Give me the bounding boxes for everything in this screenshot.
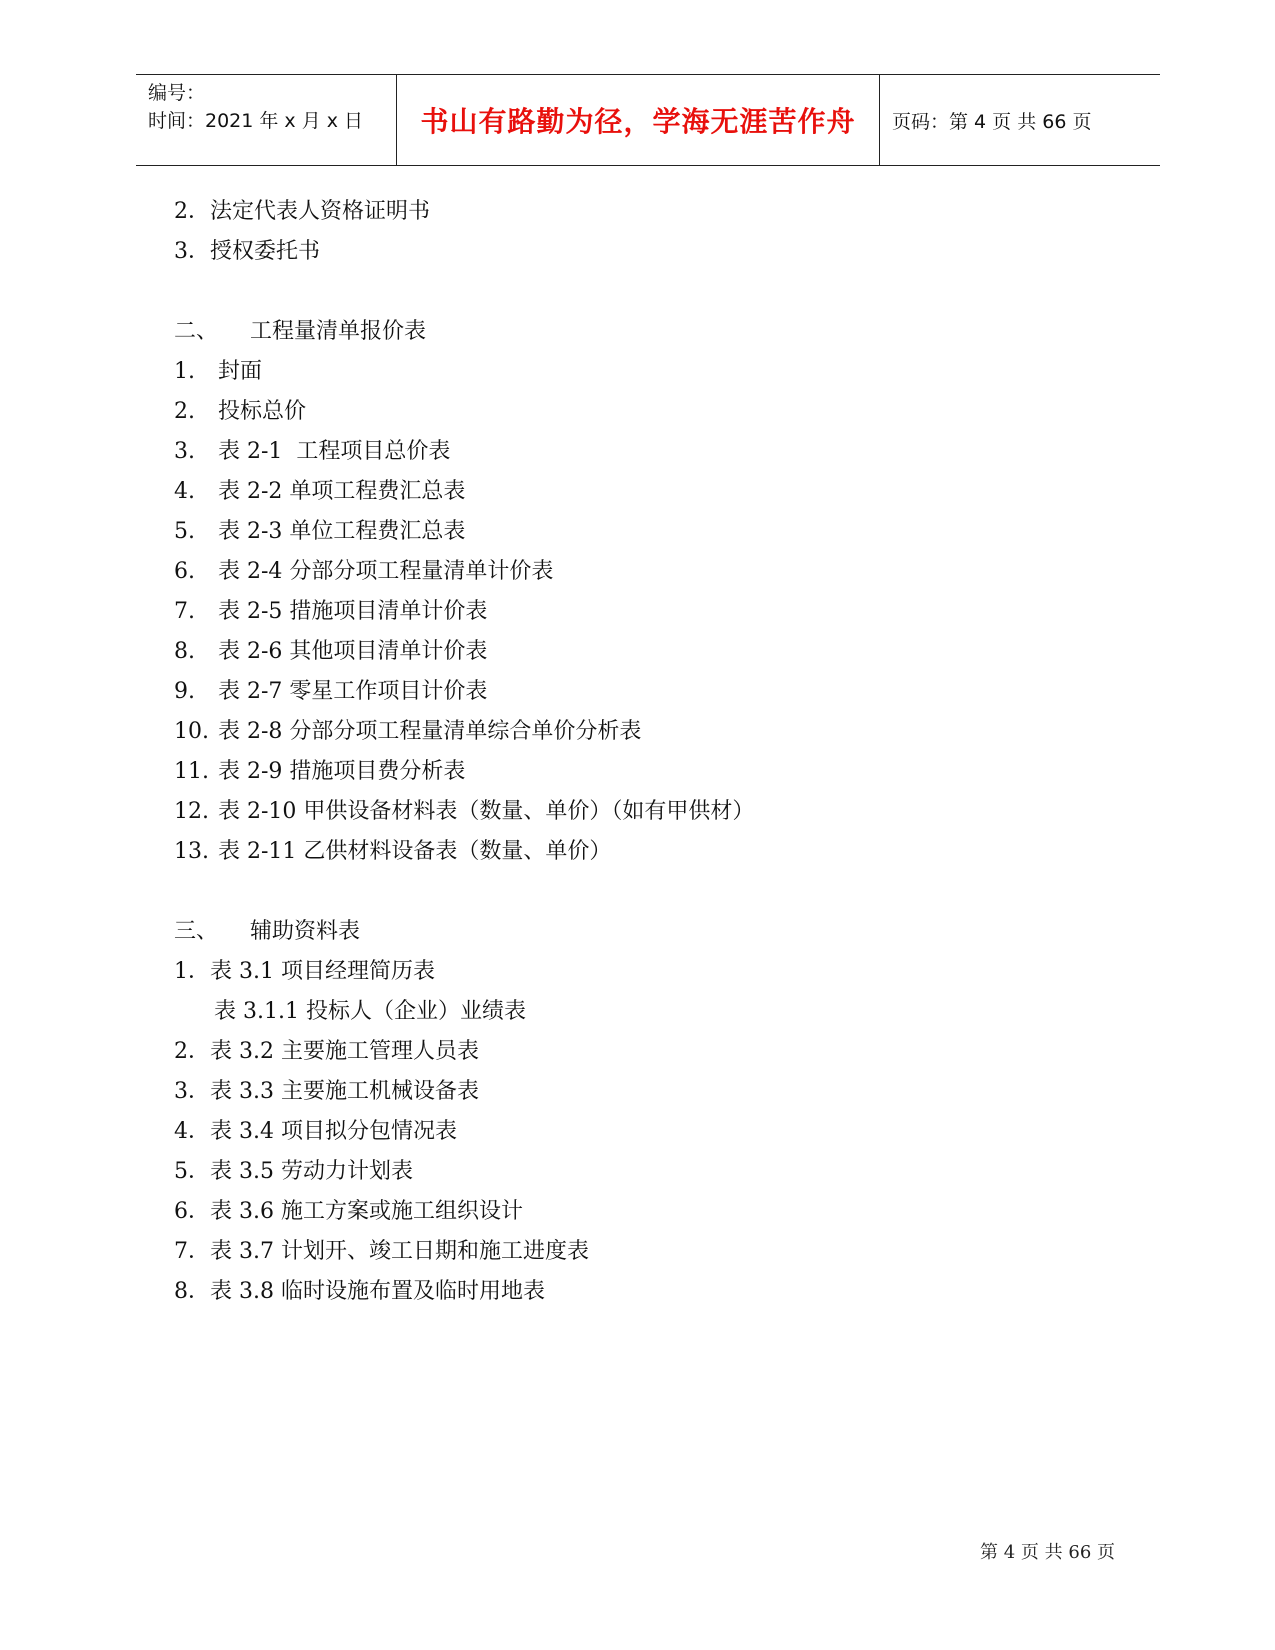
- item-number: 9.: [174, 679, 195, 704]
- header-left-cell: [136, 75, 397, 165]
- item-text: 表 2-3 单位工程费汇总表: [218, 519, 466, 544]
- section-number: 三、: [174, 919, 219, 944]
- section-title: 辅助资料表: [250, 919, 361, 944]
- item-text: 表 2-6 其他项目清单计价表: [218, 639, 488, 664]
- item-number: 5.: [174, 519, 195, 544]
- item-text: 表 2-2 单项工程费汇总表: [218, 479, 466, 504]
- footer-page-number: 第 4 页 共 66 页: [980, 1542, 1115, 1563]
- list-item: 8．表 3.8 临时设施布置及临时用地表: [174, 1279, 545, 1304]
- list-item: 4．表 3.4 项目拟分包情况表: [174, 1119, 457, 1144]
- list-item: [174, 712, 1134, 752]
- list-item: [174, 632, 1134, 672]
- item-number: 7.: [174, 599, 195, 624]
- item-text: 表 2-9 措施项目费分析表: [218, 759, 466, 784]
- item-number: 3.: [174, 439, 195, 464]
- item-text: 表 2-4 分部分项工程量清单计价表: [218, 559, 554, 584]
- item-number: 8.: [174, 639, 195, 664]
- page-header: [136, 74, 1160, 166]
- item-number: 12.: [174, 799, 209, 824]
- item-text: 封面: [218, 359, 263, 384]
- list-item: 2．法定代表人资格证明书: [174, 199, 430, 224]
- item-text: 投标总价: [218, 399, 307, 424]
- list-item: [174, 752, 1134, 792]
- time-label: 时间：2021 年 x 月 x 日: [148, 110, 364, 132]
- item-text: 表 2-8 分部分项工程量清单综合单价分析表: [218, 719, 642, 744]
- item-text: 表 2-1 工程项目总价表: [218, 439, 451, 464]
- item-text: 表 2-7 零星工作项目计价表: [218, 679, 488, 704]
- item-text: 表 2-10 甲供设备材料表（数量、单价）（如有甲供材）: [218, 799, 755, 824]
- item-number: 6.: [174, 559, 195, 584]
- number-label: 编号：: [148, 82, 206, 104]
- motto: 书山有路勤为径，学海无涯苦作舟: [420, 105, 856, 138]
- section-title: 工程量清单报价表: [250, 319, 427, 344]
- item-number: 4.: [174, 479, 195, 504]
- item-number: 2.: [174, 399, 195, 424]
- section-heading: [174, 912, 1134, 952]
- list-item: [174, 392, 1134, 432]
- section-heading: [174, 312, 1134, 352]
- list-item: [174, 432, 1134, 472]
- list-item: 7．表 3.7 计划开、竣工日期和施工进度表: [174, 1239, 589, 1264]
- list-item: 5．表 3.5 劳动力计划表: [174, 1159, 413, 1184]
- list-item: 3．授权委托书: [174, 239, 320, 264]
- list-item: [174, 792, 1134, 832]
- list-item: [174, 472, 1134, 512]
- list-item: [174, 832, 1134, 872]
- item-number: 1.: [174, 359, 195, 384]
- list-item: [174, 592, 1134, 632]
- page-info: 页码：第 4 页 共 66 页: [892, 110, 1092, 133]
- page-footer: [0, 1538, 1275, 1564]
- list-item: [174, 352, 1134, 392]
- list-item: [174, 552, 1134, 592]
- list-item: 3．表 3.3 主要施工机械设备表: [174, 1079, 479, 1104]
- list-item: 2．表 3.2 主要施工管理人员表: [174, 1039, 479, 1064]
- header-right-cell: [880, 75, 1160, 165]
- item-number: 13.: [174, 839, 209, 864]
- document-body: [174, 192, 1134, 1312]
- list-item: 1．表 3.1 项目经理简历表: [174, 959, 435, 984]
- item-text: 表 2-11 乙供材料设备表（数量、单价）: [218, 839, 612, 864]
- section-number: 二、: [174, 319, 219, 344]
- list-item: 6．表 3.6 施工方案或施工组织设计: [174, 1199, 523, 1224]
- list-item: 表 3.1.1 投标人（企业）业绩表: [214, 999, 526, 1024]
- list-item: [174, 672, 1134, 712]
- list-item: [174, 512, 1134, 552]
- header-middle-cell: [397, 75, 880, 165]
- item-number: 11.: [174, 759, 209, 784]
- item-number: 10.: [174, 719, 209, 744]
- item-text: 表 2-5 措施项目清单计价表: [218, 599, 488, 624]
